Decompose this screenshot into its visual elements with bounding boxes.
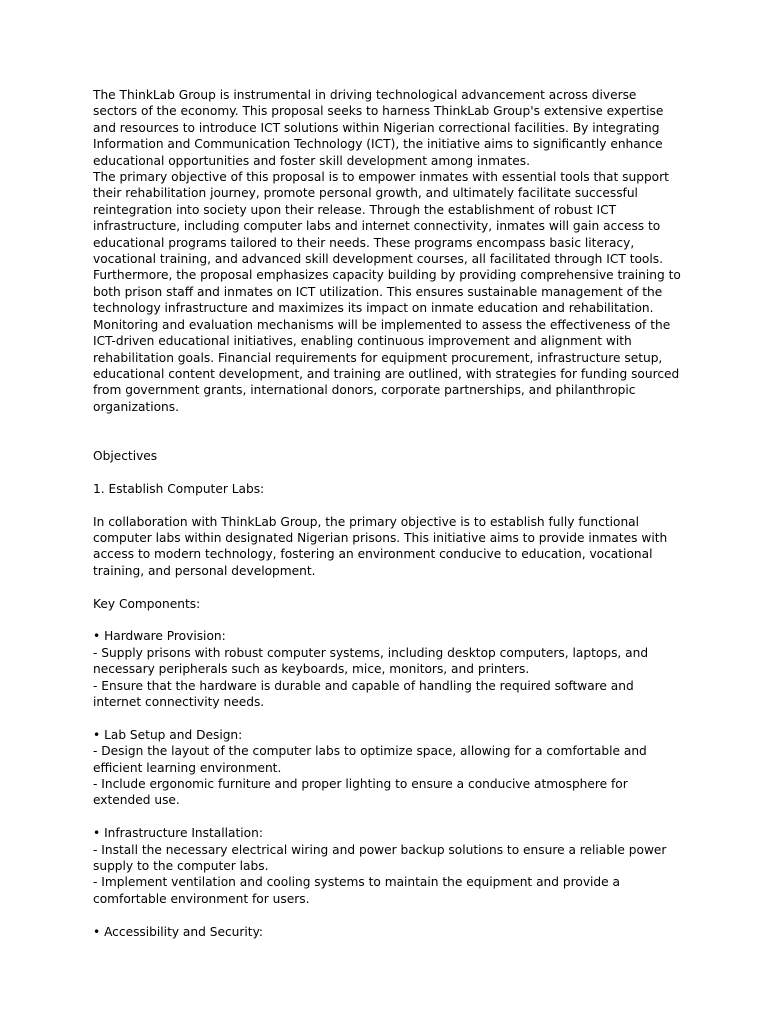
spacer bbox=[93, 579, 683, 595]
intro-paragraph-3: Furthermore, the proposal emphasizes capacity building by providing comprehensive training to both prison staff and inmates on ICT utilization. This ensures sustainable management of the technology infrastructure and maximizes its impact on inmate education and rehabilitation. bbox=[93, 268, 681, 316]
objective-1-title: 1. Establish Computer Labs: bbox=[93, 481, 265, 496]
component-lab-setup-point-1: - Design the layout of the computer labs to optimize space, allowing for a comfortable and efficient learning environment. bbox=[93, 744, 647, 775]
component-infrastructure-point-2: - Implement ventilation and cooling systems to maintain the equipment and provide a comfortable environment for users. bbox=[93, 875, 620, 906]
document-body bbox=[93, 87, 683, 940]
component-hardware-point-2: - Ensure that the hardware is durable and capable of handling the required software and internet connectivity needs. bbox=[93, 678, 634, 709]
spacer bbox=[93, 710, 683, 726]
component-hardware-title: • Hardware Provision: bbox=[93, 629, 226, 644]
component-accessibility-title: • Accessibility and Security: bbox=[93, 924, 263, 939]
component-lab-setup-title: • Lab Setup and Design: bbox=[93, 727, 243, 742]
component-infrastructure-title: • Infrastructure Installation: bbox=[93, 826, 263, 841]
objectives-heading: Objectives bbox=[93, 448, 158, 463]
intro-paragraph-2: The primary objective of this proposal is to empower inmates with essential tools that support their rehabilitation journey, promote personal growth, and ultimately facilitate successful reintegration into society upon their release. Through the establishment of robust ICT infrastructure, including computer labs and internet connectivity, inmates will gain access to educational programs tailored to their needs. These programs encompass basic literacy, vocational training, and advanced skill development courses, all facilitated through ICT tools. bbox=[93, 170, 669, 267]
spacer bbox=[93, 809, 683, 825]
component-infrastructure-point-1: - Install the necessary electrical wiring and power backup solutions to ensure a reliable power supply to the computer labs. bbox=[93, 842, 667, 873]
spacer bbox=[93, 464, 683, 480]
spacer bbox=[93, 497, 683, 513]
key-components-heading: Key Components: bbox=[93, 596, 201, 611]
component-lab-setup-point-2: - Include ergonomic furniture and proper lighting to ensure a conducive atmosphere for extended use. bbox=[93, 776, 628, 808]
intro-paragraph-1: The ThinkLab Group is instrumental in driving technological advancement across diverse sectors of the economy. This proposal seeks to harness ThinkLab Group's extensive expertise and resources to introduce ICT solutions within Nigerian correctional facilities. By integrating Information and Communication Technology (ICT), the initiative aims to significantly enhance educational opportunities and foster skill development among inmates. bbox=[93, 88, 664, 168]
spacer bbox=[93, 612, 683, 628]
objective-1-body: In collaboration with ThinkLab Group, the primary objective is to establish fully functional computer labs within designated Nigerian prisons. This initiative aims to provide inmates with access to modern technology, fostering an environment conducive to education, vocational training, and personal development. bbox=[93, 514, 668, 578]
spacer bbox=[93, 907, 683, 923]
intro-paragraph-4: Monitoring and evaluation mechanisms will be implemented to assess the effectiveness of the ICT-driven educational initiatives, enabling continuous improvement and alignment with rehabilitation goals. Financial requirements for equipment procurement, infrastructure setup, educational content development, and training are outlined, with strategies for funding sourced from government grants, international donors, corporate partnerships, and philanthropic organizations. bbox=[93, 317, 680, 414]
component-hardware-point-1: - Supply prisons with robust computer systems, including desktop computers, laptops, and necessary peripherals such as keyboards, mice, monitors, and printers. bbox=[93, 645, 649, 677]
spacer bbox=[93, 415, 683, 448]
